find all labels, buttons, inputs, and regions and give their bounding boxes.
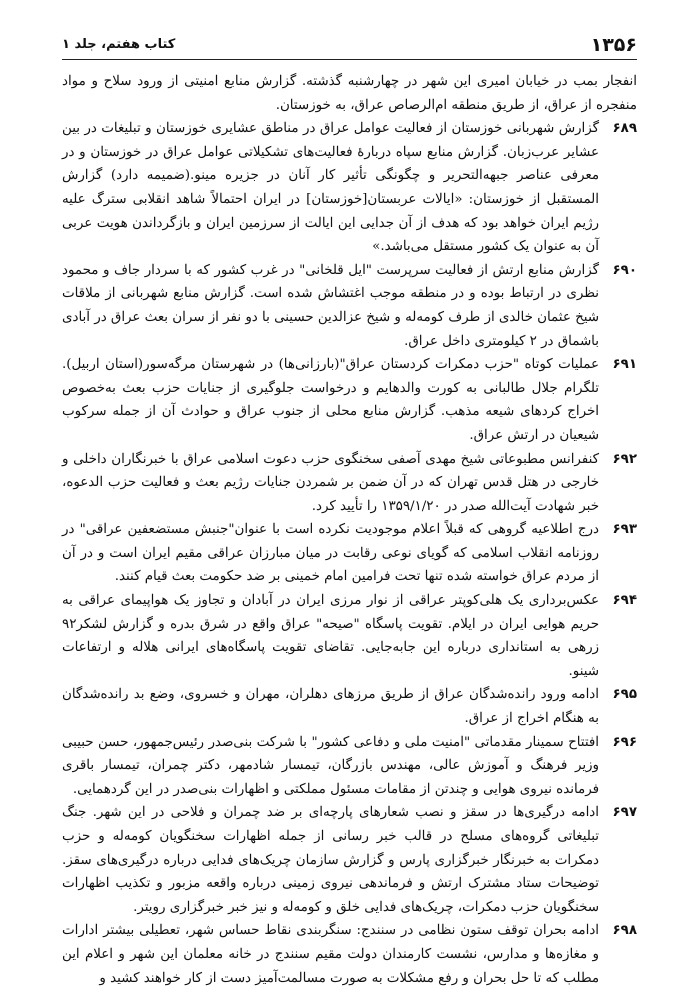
entry-number: ۶۹۲: [612, 451, 637, 467]
entry-text: افتتاح سمینار مقدماتی "امنیت ملی و دفاعی کشور" با شرکت بنی‌صدر رئیس‌جمهور، حسن حبیبی وزیر فرهنگ و آموزش عالی، مهندس بازرگان، تیمسار شادمهر، دکتر چمران، تیمسار باقری فرمانده نیروی هوایی و چندتن از مقامات مسئول مملکتی و اظهارات بنی‌صدر در این گردهمایی.: [62, 734, 599, 797]
entry-number: ۶۸۹: [612, 121, 637, 137]
entry-text: ادامه بحران توقف ستون نظامی در سنندج: سنگربندی نقاط حساس شهر، تعطیلی بیشتر ادارات و مغازه‌ها و مدارس، نشست کارمندان دولت مقیم سنندج در خانه معلمان این شهر و اعلام این مطلب که تا حل بحران و رفع مشکلات به صورت مسالمت‌آمیز دست از کار خواهند کشید و: [62, 923, 599, 986]
entry-number: ۶۹۱: [612, 357, 637, 373]
entry-695: [62, 683, 637, 730]
entry-text: عملیات کوتاه "حزب دمکرات کردستان عراق"(بارزانی‌ها) در شهرستان مرگه‌سور(استان اربیل). تلگرام جلال طالبانی به کورت والدهایم و درخواست جلوگیری از جنایات حزب بعث به‌خصوص اخراج کردهای شیعه مذهب. گزارش منابع محلی از جنوب عراق و حوادث آن از جمله سرکوب شیعیان در ارتش عراق.: [62, 357, 599, 443]
header-divider: [62, 59, 637, 60]
entry-number: ۶۹۸: [612, 923, 637, 939]
page-number: ۱۳۵۶: [590, 34, 637, 56]
entry-text: ادامه درگیری‌ها در سقز و نصب شعارهای پارچه‌ای بر ضد چمران و فلاحی در این شهر. جنگ تبلیغاتی گروه‌های مسلح در قالب خبر رسانی از جمله اظهارات سخنگویان کومه‌له و حزب دمکرات به خبرنگار خبرگزاری پارس و گزارش سازمان چریک‌های فدایی درباره درگیری‌های سقز. توضیحات ستاد مشترک ارتش و فرماندهی نیروی زمینی درباره واقعه مزبور و تکذیب اظهارات سخنگویان حزب دمکرات، چریک‌های فدایی خلق و کومه‌له و نیز خبر خبرگزاری رویتر.: [62, 805, 599, 915]
entry-number: ۶۹۴: [612, 593, 637, 609]
continuation-paragraph: انفجار بمب در خیابان امیری این شهر در چهارشنبه گذشته. گزارش منابع امنیتی از ورود سلاح و مواد منفجره از عراق، از طریق منطقه ام‌الرصاص عراق، به خوزستان.: [62, 74, 637, 113]
entry-text: کنفرانس مطبوعاتی شیخ مهدی آصفی سخنگوی حزب دعوت اسلامی عراق با خبرنگاران داخلی و خارجی در هتل قدس تهران که در آن ضمن بر شمردن جنایات رژیم بعث و فعالیت حزب الدعوه، خبر شهادت آیت‌الله صدر در ۱۳۵۹/۱/۲۰ را تأیید کرد.: [62, 451, 599, 514]
book-title: کتاب هفتم، جلد ۱: [62, 37, 176, 52]
entry-697: [62, 801, 637, 919]
entry-text: درج اطلاعیه گروهی که قبلاً اعلام موجودیت نکرده است با عنوان"جنبش مستضعفین عراقی" در روزنامه انقلاب اسلامی که گویای نوعی رقابت در میان مبارزان عراقی مقیم ایران است و در آن از مردم عراق خواسته شده تنها تحت فرامین امام خمینی بر ضد حکومت بعث قیام کنند.: [62, 522, 599, 585]
entry-number: ۶۹۵: [612, 687, 637, 703]
entry-text: ادامه ورود رانده‌شدگان عراق از طریق مرزهای دهلران، مهران و خسروی، وضع بد رانده‌شدگان به هنگام اخراج از عراق.: [62, 687, 599, 727]
entry-number: ۶۹۶: [612, 734, 637, 750]
page-header: [62, 34, 637, 58]
entry-text: گزارش شهربانی خوزستان از فعالیت عوامل عراق در مناطق عشایری خوزستان و تبلیغات در بین عشایر عرب‌زبان. گزارش منابع سپاه دربارهٔ فعالیت‌های تشکیلاتی عوامل عراق در خوزستان و در معرفی عناصر جبهه‌التحریر و چگونگی تأثیر کار آنان در جزیره مینو.(ضمیمه دارد) گزارش المستقبل از خوزستان: «ایالات عربستان[خوزستان] در ایران احتمالاً شاهد انقلابی سترگ علیه رژیم ایران خواهد بود که هدف از آن جدایی این ایالت از سرزمین ایران و بازگرداندن هویت عربی آن به عنوان یک کشور مستقل می‌باشد.»: [62, 121, 599, 255]
entry-696: [62, 731, 637, 802]
entry-690: [62, 259, 637, 353]
entry-number: ۶۹۳: [612, 522, 637, 538]
chronology-body: [62, 70, 637, 990]
entry-689: [62, 117, 637, 259]
entry-text: عکس‌برداری یک هلی‌کوپتر عراقی از نوار مرزی ایران در آبادان و تجاوز یک هواپیمای عراقی به حریم هوایی ایران در ایلام. تقویت پاسگاه "صیحه" عراق واقع در شرق بدره و گزارش لشکر۹۲ زرهی به استانداری درباره این جابه‌جایی. تقاضای تقویت پاسگاه‌های ایرانی هلاله و ارتفاعات شینو.: [62, 593, 599, 679]
entry-number: ۶۹۷: [612, 805, 637, 821]
entry-692: [62, 448, 637, 519]
entry-694: [62, 589, 637, 683]
entry-693: [62, 518, 637, 589]
entry-number: ۶۹۰: [612, 262, 637, 278]
entry-691: [62, 353, 637, 447]
entry-text: گزارش منابع ارتش از فعالیت سرپرست "ایل قلخانی" در غرب کشور که با سردار جاف و محمود نظری در ارتباط بوده و در منطقه موجب اغتشاش شده است. گزارش منابع شهربانی از ملاقات شیخ عثمان خالدی از طرف کومه‌له و شیخ عزالدین حسینی با دو نفر از سران بعث عراق در آبادی باشماق در ۲ کیلومتری داخل عراق.: [62, 262, 599, 349]
entry-698: [62, 919, 637, 990]
